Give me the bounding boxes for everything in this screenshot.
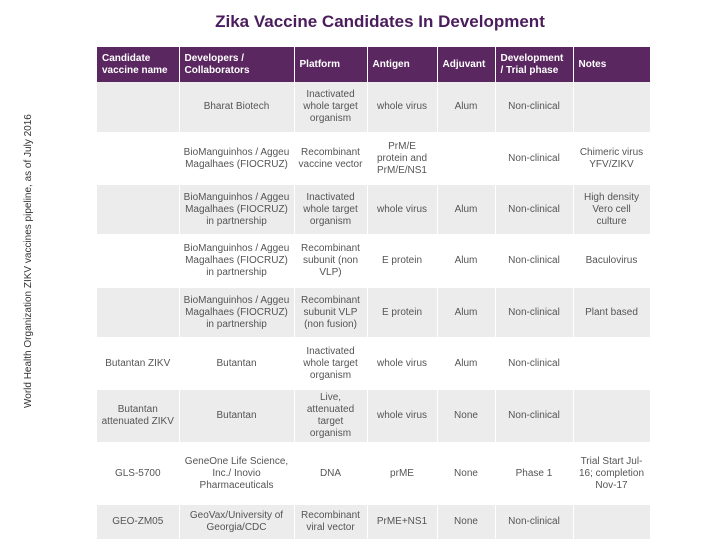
cell-adjuvant: None [437,389,495,443]
table-row [97,504,650,540]
cell-developers: Butantan [179,338,294,389]
cell-antigen: E protein [367,287,437,338]
cell-notes: High density Vero cell culture [573,184,650,235]
cell-antigen: E protein [367,235,437,287]
header-developers-collaborators: Developers / Collaborators [179,47,294,82]
cell-platform: Recombinant viral vector [294,504,367,540]
cell-candidate-name [97,82,179,133]
cell-adjuvant: Alum [437,338,495,389]
table-header-row [97,47,650,82]
cell-phase: Non-clinical [495,235,573,287]
cell-antigen: whole virus [367,184,437,235]
cell-developers: BioManguinhos / Aggeu Magalhaes (FIOCRUZ) in partnership [179,184,294,235]
header-notes: Notes [573,47,650,82]
cell-candidate-name [97,287,179,338]
cell-notes [573,338,650,389]
cell-phase: Non-clinical [495,338,573,389]
cell-platform: Live, attenuated target organism [294,389,367,443]
cell-candidate-name [97,133,179,184]
page-title: Zika Vaccine Candidates In Development [215,12,545,31]
table-row [97,133,650,184]
cell-developers: BioManguinhos / Aggeu Magalhaes (FIOCRUZ) [179,133,294,184]
cell-candidate-name: GLS-5700 [97,443,179,504]
cell-platform: Recombinant vaccine vector [294,133,367,184]
cell-adjuvant: Alum [437,82,495,133]
cell-notes: Baculovirus [573,235,650,287]
cell-phase: Phase 1 [495,443,573,504]
cell-antigen: prME [367,443,437,504]
cell-antigen: PrM/E protein and PrM/E/NS1 [367,133,437,184]
cell-notes: Plant based [573,287,650,338]
cell-notes: Chimeric virus YFV/ZIKV [573,133,650,184]
cell-developers: Bharat Biotech [179,82,294,133]
cell-adjuvant: Alum [437,235,495,287]
table-row [97,287,650,338]
header-development-trial-phase: Development / Trial phase [495,47,573,82]
cell-phase: Non-clinical [495,82,573,133]
cell-candidate-name: Butantan attenuated ZIKV [97,389,179,443]
header-platform: Platform [294,47,367,82]
cell-developers: Butantan [179,389,294,443]
table-row [97,389,650,443]
vaccine-candidates-table [97,47,651,541]
cell-adjuvant: None [437,443,495,504]
cell-platform: DNA [294,443,367,504]
cell-candidate-name: Butantan ZIKV [97,338,179,389]
cell-platform: Recombinant subunit VLP (non fusion) [294,287,367,338]
cell-developers: GeneOne Life Science, Inc./ Inovio Pharmaceuticals [179,443,294,504]
table-row [97,184,650,235]
source-note: World Health Organization ZIKV vaccines pipeline, as of July 2016 [23,114,34,408]
header-adjuvant: Adjuvant [437,47,495,82]
table-row [97,235,650,287]
cell-antigen: PrME+NS1 [367,504,437,540]
table-row [97,443,650,504]
cell-candidate-name [97,184,179,235]
cell-phase: Non-clinical [495,504,573,540]
cell-candidate-name: GEO-ZM05 [97,504,179,540]
cell-candidate-name [97,235,179,287]
header-antigen: Antigen [367,47,437,82]
cell-notes [573,389,650,443]
cell-adjuvant: None [437,504,495,540]
table-row [97,82,650,133]
header-candidate-vaccine-name: Candidate vaccine name [97,47,179,82]
cell-notes [573,504,650,540]
cell-platform: Inactivated whole target organism [294,82,367,133]
cell-developers: BioManguinhos / Aggeu Magalhaes (FIOCRUZ) in partnership [179,287,294,338]
cell-notes: Trial Start Jul-16; completion Nov-17 [573,443,650,504]
cell-adjuvant: Alum [437,184,495,235]
table-row [97,338,650,389]
cell-phase: Non-clinical [495,287,573,338]
cell-developers: GeoVax/University of Georgia/CDC [179,504,294,540]
cell-antigen: whole virus [367,389,437,443]
cell-developers: BioManguinhos / Aggeu Magalhaes (FIOCRUZ) in partnership [179,235,294,287]
cell-platform: Inactivated whole target organism [294,338,367,389]
cell-notes [573,82,650,133]
cell-phase: Non-clinical [495,389,573,443]
cell-antigen: whole virus [367,338,437,389]
cell-phase: Non-clinical [495,133,573,184]
cell-adjuvant [437,133,495,184]
cell-platform: Inactivated whole target organism [294,184,367,235]
cell-phase: Non-clinical [495,184,573,235]
cell-adjuvant: Alum [437,287,495,338]
cell-platform: Recombinant subunit (non VLP) [294,235,367,287]
cell-antigen: whole virus [367,82,437,133]
